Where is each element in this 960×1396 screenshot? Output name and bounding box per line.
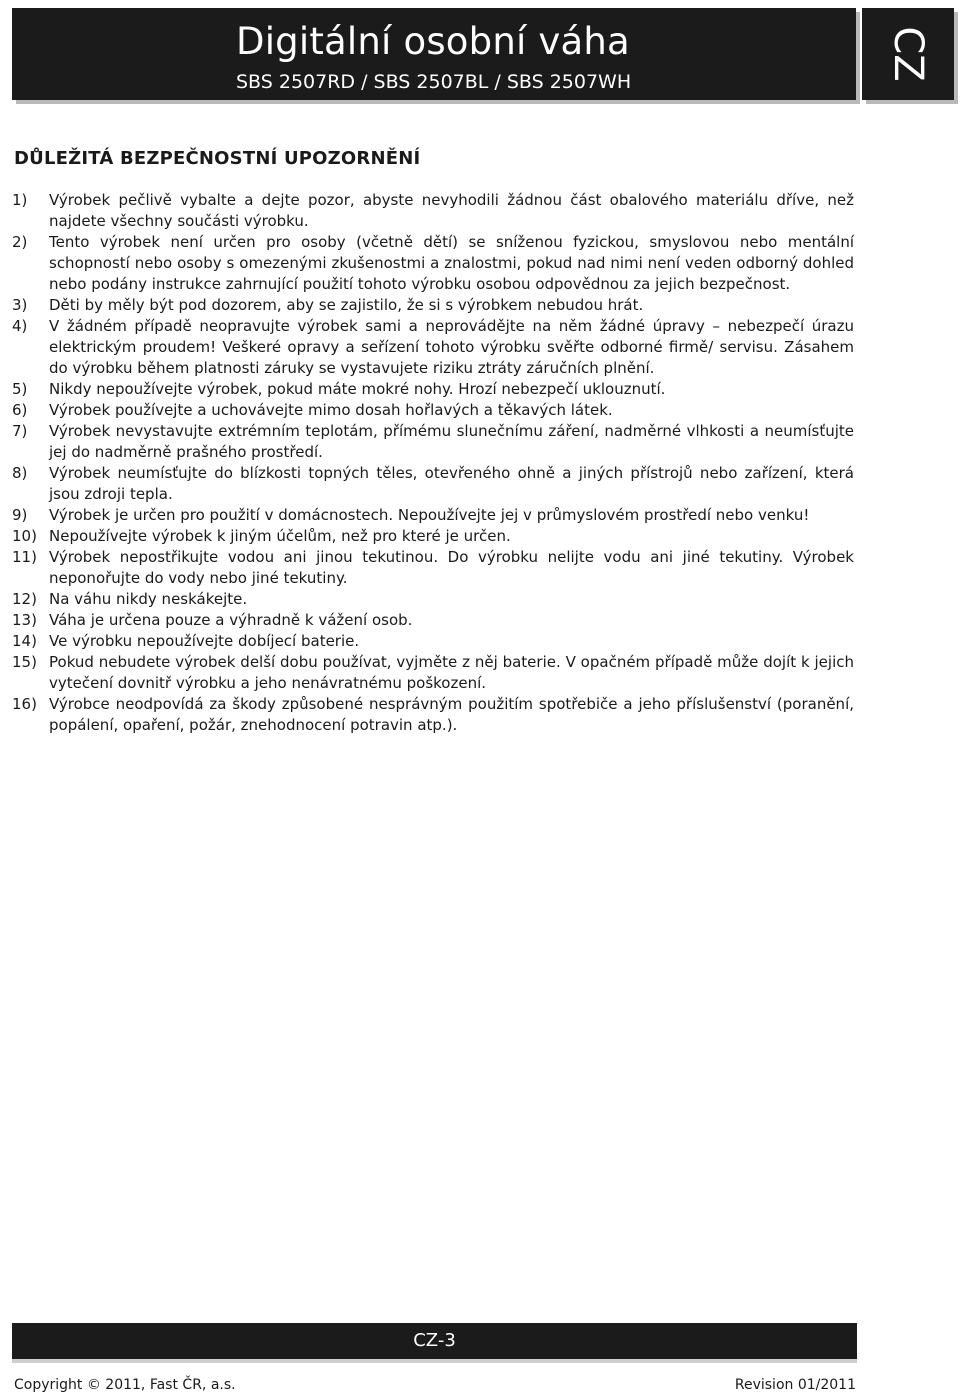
list-item-number: 6) (12, 401, 28, 419)
list-item-number: 8) (12, 464, 28, 482)
list-item-number: 1) (12, 191, 28, 209)
list-item-text: Děti by měly být pod dozorem, aby se zajistilo, že si s výrobkem nebudou hrát. (49, 296, 644, 314)
list-item-text: Výrobek neumísťujte do blízkosti topných těles, otevřeného ohně a jiných přístrojů nebo zařízení, která jsou zdroji tepla. (49, 464, 854, 503)
list-item-text: Výrobek je určen pro použití v domácnostech. Nepoužívejte jej v průmyslovém prostředí nebo venku! (49, 506, 810, 524)
list-item-text: Ve výrobku nepoužívejte dobíjecí baterie. (49, 632, 360, 650)
list-item-number: 12) (12, 590, 37, 608)
list-item (12, 526, 854, 547)
list-item (12, 505, 854, 526)
list-item-text: Nikdy nepoužívejte výrobek, pokud máte mokré nohy. Hrozí nebezpečí uklouznutí. (49, 380, 666, 398)
list-item-number: 11) (12, 548, 37, 566)
list-item (12, 190, 854, 232)
list-item-text: Výrobce neodpovídá za škody způsobené nesprávným použitím spotřebiče a jeho příslušenství (poranění, popálení, opaření, požár, znehodnocení potravin atp.). (49, 695, 854, 734)
list-item-text: Výrobek pečlivě vybalte a dejte pozor, abyste nevyhodili žádnou část obalového materiálu dříve, než najdete všechny součásti výrobku. (49, 191, 854, 230)
list-item (12, 631, 854, 652)
footer-bar (12, 1323, 857, 1359)
list-item (12, 316, 854, 379)
document-title: Digitální osobní váha (236, 20, 630, 63)
list-item-number: 7) (12, 422, 28, 440)
list-item-number: 5) (12, 380, 28, 398)
list-item-text: Tento výrobek není určen pro osoby (včetně dětí) se sníženou fyzickou, smyslovou nebo mentální schopností nebo osoby s omezenými zkušenostmi a znalostmi, pokud nad nimi není veden odborný dohled nebo podány instrukce zahrnující použití tohoto výrobku osobou odpovědnou za jejich bezpečnost. (49, 233, 854, 293)
list-item-text: Výrobek nepostřikujte vodou ani jinou tekutinou. Do výrobku nelijte vodu ani jiné tekutiny. Výrobek neponořujte do vody nebo jiné tekutiny. (49, 548, 854, 587)
list-item-text: Nepoužívejte výrobek k jiným účelům, než pro které je určen. (49, 527, 511, 545)
list-item (12, 610, 854, 631)
header-bar (12, 8, 856, 100)
list-item-number: 15) (12, 653, 37, 671)
list-item-number: 3) (12, 296, 28, 314)
list-item (12, 652, 854, 694)
list-item-number: 16) (12, 695, 37, 713)
list-item-text: Na váhu nikdy neskákejte. (49, 590, 248, 608)
footer-shadow (12, 1359, 857, 1363)
list-item-number: 4) (12, 317, 28, 335)
list-item-number: 13) (12, 611, 37, 629)
list-item (12, 589, 854, 610)
list-item (12, 547, 854, 589)
list-item-text: Pokud nebudete výrobek delší dobu používat, vyjměte z něj baterie. V opačném případě může dojít k jejich vytečení dovnitř výrobku a jeho nenávratnému poškození. (49, 653, 854, 692)
model-numbers: SBS 2507RD / SBS 2507BL / SBS 2507WH (236, 71, 632, 93)
page-number: CZ-3 (413, 1330, 456, 1351)
list-item (12, 463, 854, 505)
list-item-text: Výrobek nevystavujte extrémním teplotám, přímému slunečnímu záření, nadměrné vlhkosti a neumísťujte jej do nadměrně prašného prostředí. (49, 422, 854, 461)
section-heading: DŮLEŽITÁ BEZPEČNOSTNÍ UPOZORNĚNÍ (14, 148, 421, 169)
list-item (12, 379, 854, 400)
language-tab (862, 8, 954, 100)
list-item-text: Váha je určena pouze a výhradně k vážení osob. (49, 611, 413, 629)
language-tab-label: CZ (885, 26, 931, 82)
revision-text: Revision 01/2011 (734, 1377, 856, 1393)
list-item-text: Výrobek používejte a uchovávejte mimo dosah hořlavých a těkavých látek. (49, 401, 613, 419)
list-item-number: 14) (12, 632, 37, 650)
list-item-number: 9) (12, 506, 28, 524)
list-item-number: 10) (12, 527, 37, 545)
list-item (12, 421, 854, 463)
list-item-number: 2) (12, 233, 28, 251)
list-item (12, 400, 854, 421)
list-item (12, 694, 854, 736)
safety-list (12, 190, 854, 736)
list-item-text: V žádném případě neopravujte výrobek sami a neprovádějte na něm žádné úpravy – nebezpečí úrazu elektrickým proudem! Veškeré opravy a seřízení tohoto výrobku svěřte odborné firmě/ servisu. Zásahem do výrobku během platnosti záruky se vystavujete riziku ztráty záručních plnění. (49, 317, 854, 377)
list-item (12, 232, 854, 295)
copyright-text: Copyright © 2011, Fast ČR, a.s. (14, 1377, 236, 1393)
list-item (12, 295, 854, 316)
